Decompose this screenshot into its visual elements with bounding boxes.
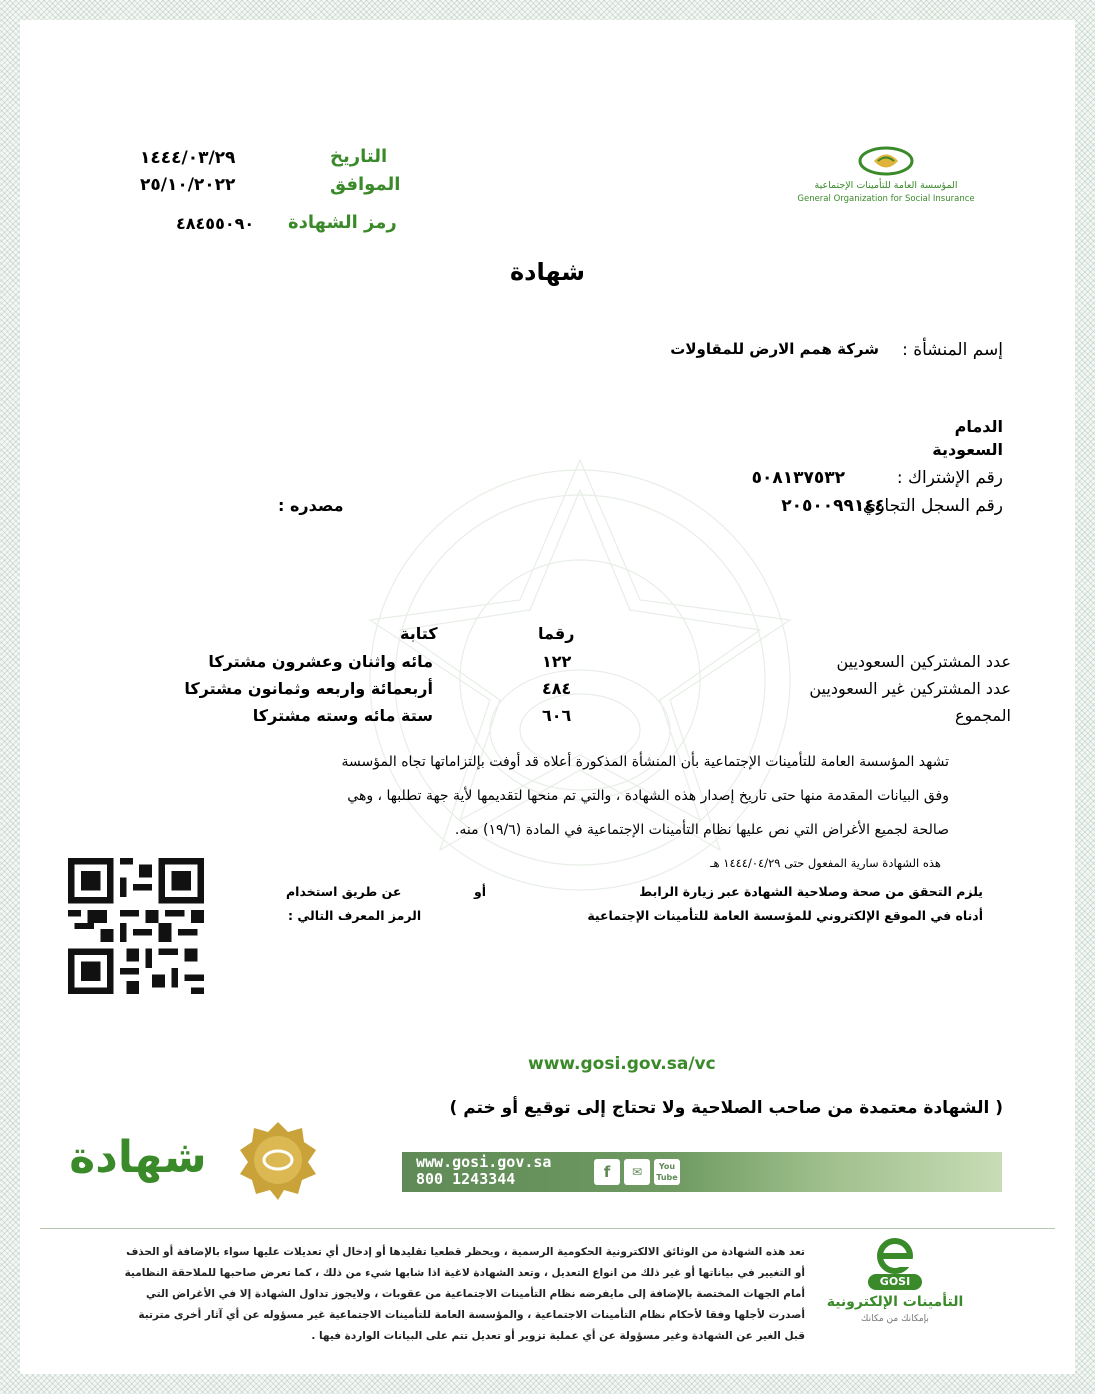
cert-code-label: رمز الشهادة — [288, 212, 397, 233]
footer-line-3: أمام الجهات المختصة بالإضافة إلى مايفرضه نظام التأمينات الاجتماعية من عقوبات ، ولايجوز تداول الشهادة إلا في الأغراض التي — [146, 1288, 805, 1300]
cr-value: ٢٠٥٠٠٩٩١٤٤ — [781, 496, 885, 516]
twitter-icon[interactable]: ✉ — [624, 1159, 650, 1185]
band-site[interactable]: www.gosi.gov.sa — [416, 1153, 552, 1171]
cr-label: رقم السجل التجاري: — [857, 496, 1003, 516]
statement-line-1: تشهد المؤسسة العامة للتأمينات الإجتماعية بأن المنشأة المذكورة أعلاه قد أوفت بإلتزاماتها تجاه المؤسسة — [341, 754, 949, 770]
col-text-header: كتابة — [400, 624, 438, 643]
row-label-total: المجموع — [955, 706, 1011, 725]
corresp-value: ٢٥/١٠/٢٠٢٢ — [140, 175, 236, 195]
country: السعودية — [932, 440, 1003, 459]
youtube-icon[interactable]: You Tube — [654, 1159, 680, 1185]
statement-line-2: وفق البيانات المقدمة منها حتى تاريخ إصدار هذه الشهادة ، والتي تم منحها لتقديمها لأية جهة تطلبها ، وهي — [347, 788, 949, 804]
verify-or: أو — [474, 884, 487, 899]
source-label: مصدره : — [278, 496, 344, 515]
verify-line-2: أدناه في الموقع الإلكتروني للمؤسسة العامة للتأمينات الإجتماعية — [587, 908, 983, 923]
row-number-nonsaudi: ٤٨٤ — [542, 679, 572, 698]
qr-code[interactable] — [68, 858, 204, 994]
footer-line-5: قبل الغير عن الشهادة وغير مسؤولة عن أي عملية تزوير أو تعديل تتم على البيانات الواردة فيها . — [311, 1330, 805, 1342]
subscription-value: ٥٠٨١٣٧٥٣٢ — [751, 468, 845, 488]
band-contact-text — [416, 1154, 551, 1188]
eservices-subtitle: بإمكانك من مكانك — [861, 1314, 929, 1324]
footer-line-4: أصدرت لأجلها وفقا لأحكام نظام التأمينات الاجتماعية ، والمؤسسة العامة للتأمينات الاجتماعية غير مسؤوله عن أي آثار أخرى مترتبة — [138, 1309, 805, 1321]
row-text-total: ستة مائه وسته مشتركا — [252, 706, 433, 725]
verify-alt-2: الرمز المعرف التالي : — [288, 908, 422, 923]
eservices-logo — [810, 1238, 980, 1338]
row-number-saudi: ١٢٢ — [542, 652, 572, 671]
e-letter-icon — [875, 1238, 915, 1274]
shahada-logo — [40, 1120, 330, 1202]
footer-line-2: أو التغيير في بياناتها أو غير ذلك من انواع التعديل ، وتعد الشهادة لاغية اذا شابها شيء من ذلك ، كما تعرض صاحبها للملاحقة النظامية — [124, 1267, 805, 1279]
logo-english: General Organization for Social Insurance — [797, 194, 975, 204]
gosi-logo — [756, 144, 1016, 214]
shahada-logo-text: شهادة — [69, 1132, 207, 1183]
corresp-label: الموافق — [330, 174, 401, 195]
row-label-saudi: عدد المشتركين السعوديين — [836, 652, 1011, 671]
approved-note: ( الشهادة معتمدة من صاحب الصلاحية ولا تحتاج إلى توقيع أو ختم ) — [449, 1098, 1003, 1118]
validity-note: هذه الشهادة سارية المفعول حتى ١٤٤٤/٠٤/٢٩ هـ — [710, 856, 941, 870]
city: الدمام — [954, 417, 1003, 436]
subscription-label: رقم الإشتراك : — [896, 468, 1003, 488]
date-value: ١٤٤٤/٠٣/٢٩ — [140, 148, 236, 168]
establishment-name-label: إسم المنشأة : — [902, 340, 1003, 360]
date-label: التاريخ — [330, 146, 388, 167]
row-label-nonsaudi: عدد المشتركين غير السعوديين — [809, 679, 1011, 698]
contact-band — [402, 1152, 1002, 1192]
footer-line-1: تعد هذه الشهادة من الوثائق الالكترونية الحكومية الرسمية ، ويحظر قطعيا تقليدها أو إدخال أي تعديلات عليها سواء بالإضافة أو الحذف — [126, 1246, 805, 1258]
col-numeric-header: رقما — [538, 624, 575, 643]
certificate-sheet — [20, 20, 1075, 1374]
verify-line-1: يلزم التحقق من صحة وصلاحية الشهادة عبر زيارة الرابط — [639, 884, 983, 899]
row-number-total: ٦٠٦ — [542, 706, 572, 725]
row-text-nonsaudi: أربعمائة واربعه وثمانون مشتركا — [184, 679, 433, 698]
gosi-emblem-icon — [856, 144, 916, 178]
gosi-badge: GOSI — [868, 1274, 922, 1290]
page-title: شهادة — [510, 258, 585, 286]
row-text-saudi: مائه واثنان وعشرون مشتركا — [208, 652, 433, 671]
band-phone: 800 1243344 — [416, 1170, 516, 1188]
eservices-title: التأمينات الإلكترونية — [826, 1294, 964, 1310]
cert-code-value: ٤٨٤٥٥٠٩٠ — [176, 214, 255, 233]
verify-alt-1: عن طريق استخدام — [286, 884, 402, 899]
verification-url-link[interactable]: www.gosi.gov.sa/vc — [528, 1054, 716, 1074]
establishment-name-value: شركة همم الارض للمقاولات — [670, 340, 879, 358]
footer-divider — [40, 1228, 1055, 1229]
logo-arabic: المؤسسة العامة للتأمينات الإجتماعية — [814, 180, 958, 191]
statement-line-3: صالحة لجميع الأغراض التي نص عليها نظام التأمينات الإجتماعية في المادة (١٩/٦) منه. — [454, 822, 949, 838]
facebook-icon[interactable]: f — [594, 1159, 620, 1185]
gold-seal-icon — [236, 1120, 320, 1200]
